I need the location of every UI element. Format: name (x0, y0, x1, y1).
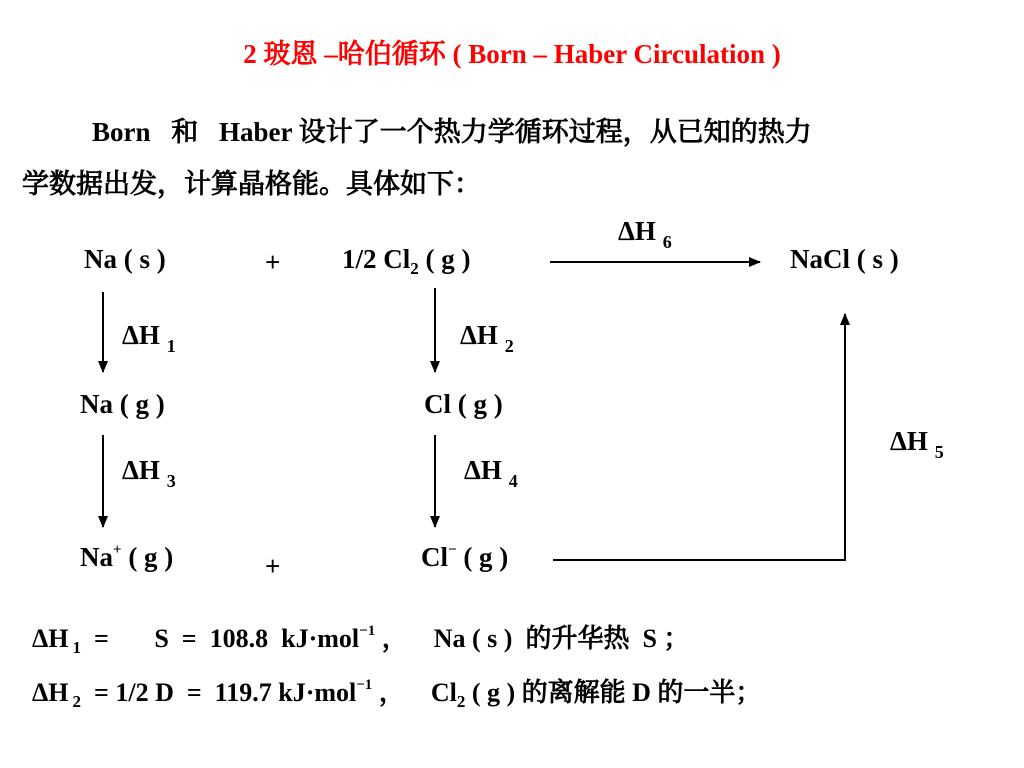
plus-sign-top: + (265, 247, 281, 277)
species-cl2-gas: 1/2 $Cl_2$ ( g ) (342, 244, 471, 278)
species-na-gas: Na ( g ) (80, 389, 165, 419)
page-title: 2 玻恩 –哈伯循环 ( Born – Haber Circulation ) (243, 39, 781, 69)
label-delta-h4: ΔH $_4$ (464, 455, 518, 491)
species-na-ion: Na+ ( g ) (80, 542, 174, 572)
label-delta-h2: ΔH $_2$ (460, 320, 514, 356)
intro-line-2: 学数据出发，计算晶格能。具体如下： (22, 169, 481, 199)
species-nacl-solid: NaCl ( s ) (790, 244, 899, 274)
equation-delta-h1: ΔH $_1$ = S = 108.8 kJ·mol$^{-1}$ ， Na ( s ) 的升华热 S ； (32, 623, 690, 657)
intro-and: 和 (171, 117, 199, 147)
species-cl-gas: Cl ( g ) (424, 389, 503, 419)
species-na-solid: Na ( s ) (84, 244, 166, 274)
label-delta-h1: ΔH $_1$ (122, 320, 176, 356)
arrow-h5 (553, 314, 845, 560)
plus-sign-bottom: + (265, 551, 281, 581)
intro-haber: Haber (219, 117, 293, 147)
species-cl-ion: Cl− ( g ) (421, 542, 509, 572)
label-delta-h6: ΔH $_6$ (618, 216, 672, 252)
label-delta-h3: ΔH $_3$ (122, 455, 176, 491)
equation-delta-h2: ΔH $_2$ = 1/2 D = 119.7 kJ·mol$^{-1}$ ， $Cl_2$ ( g ) 的离解能 D 的一半； (32, 677, 762, 711)
intro-born: Born (92, 117, 151, 147)
label-delta-h5: ΔH $_5$ (890, 426, 944, 462)
intro-text-1: 设计了一个热力学循环过程，从已知的热力 (298, 117, 812, 147)
